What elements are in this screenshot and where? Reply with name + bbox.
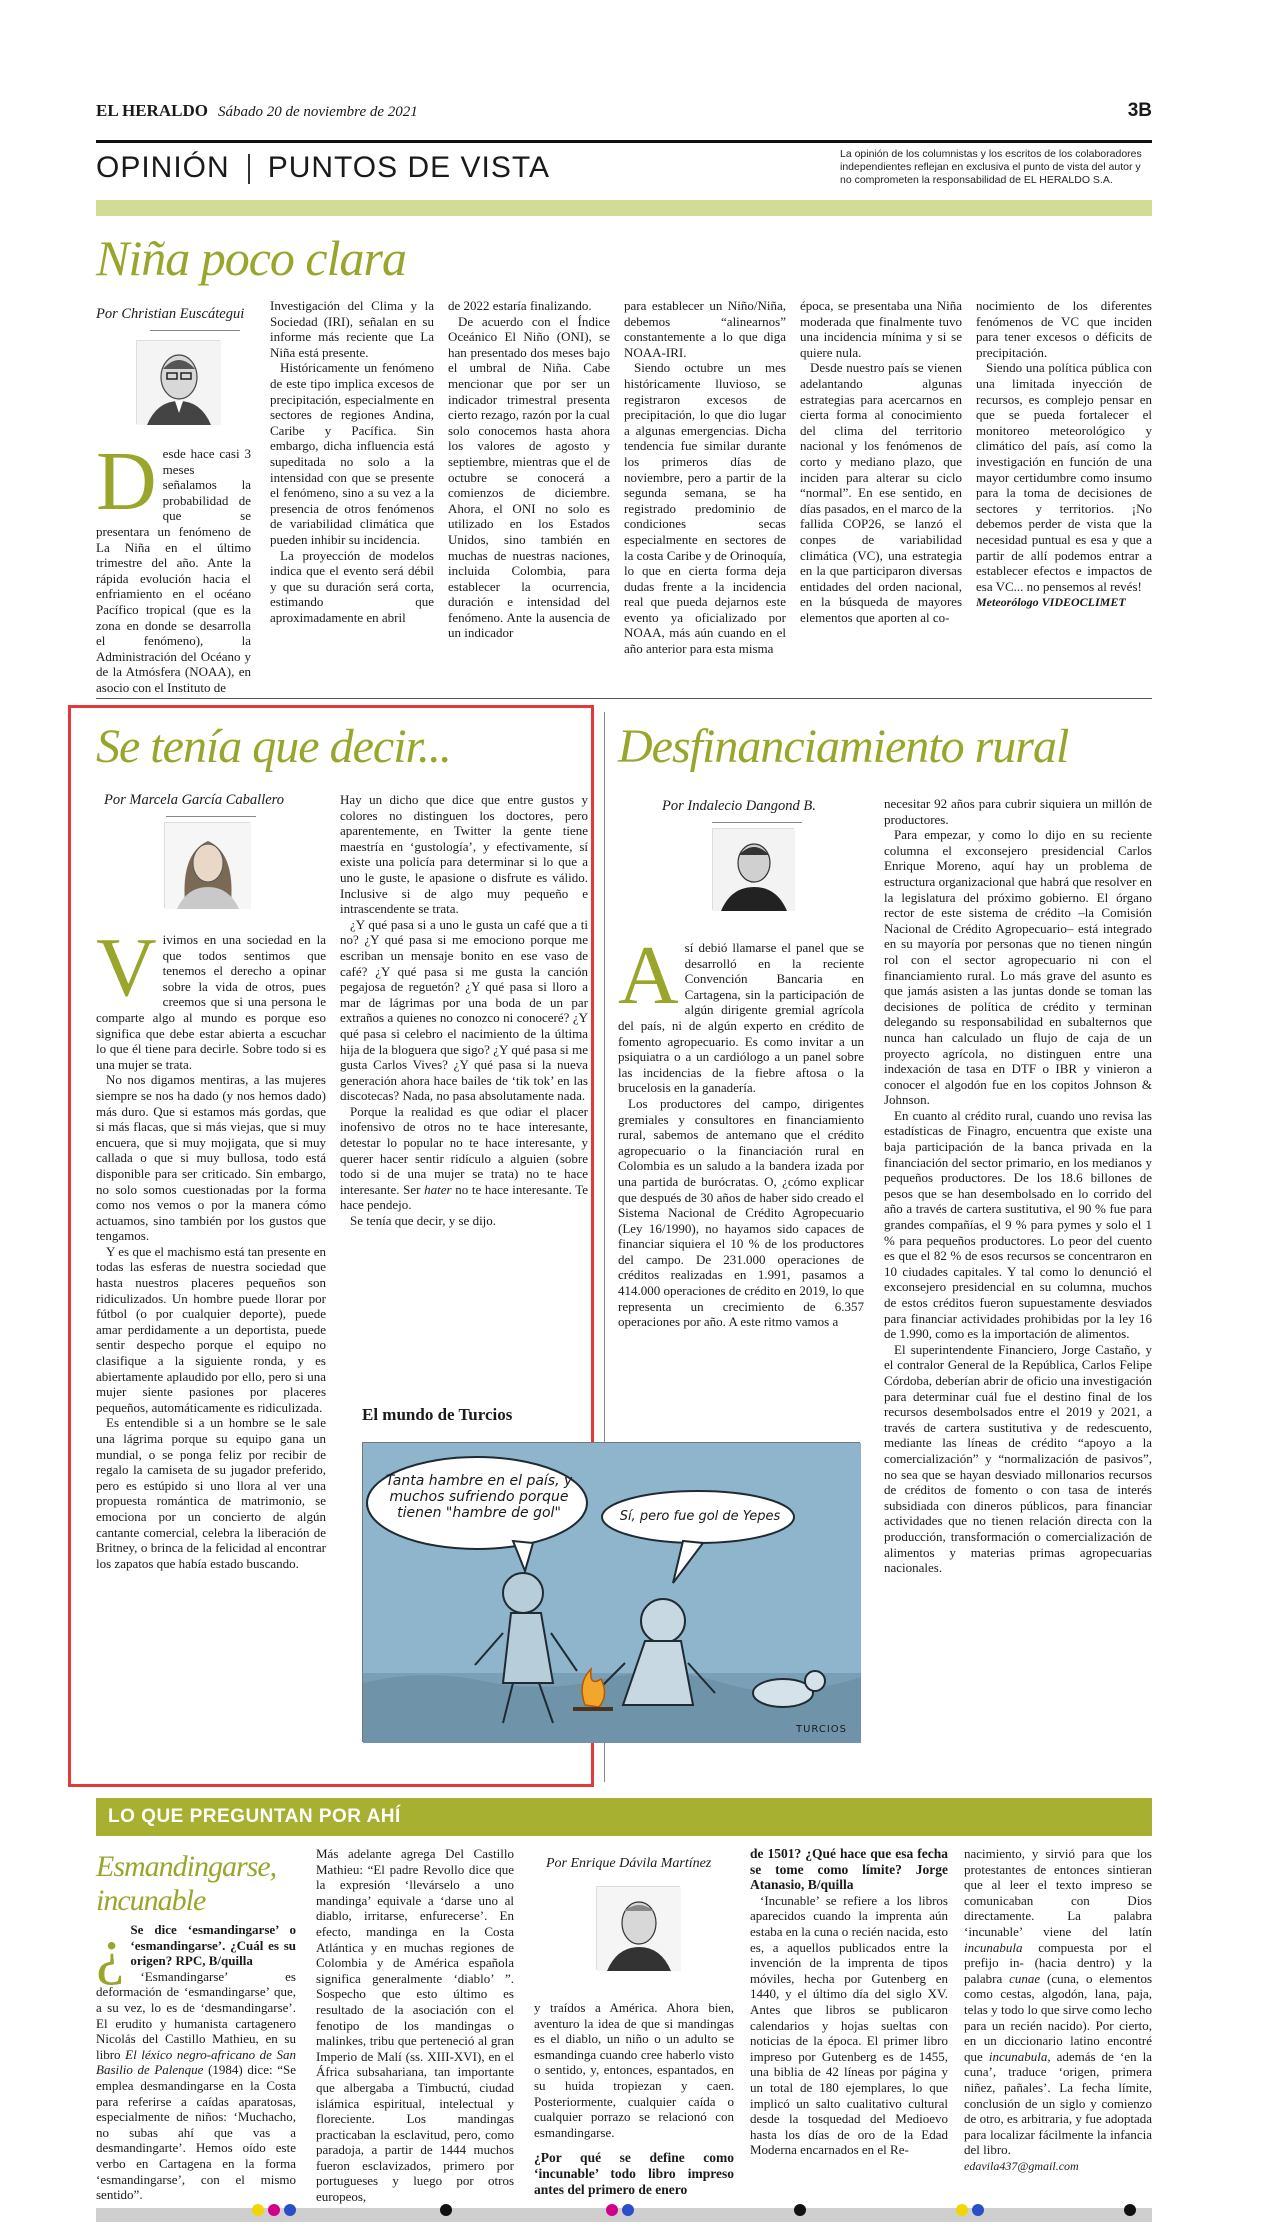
- issue-date: Sábado 20 de noviembre de 2021: [217, 104, 418, 120]
- cartoon: [362, 1442, 860, 1742]
- article1-signature: Meteorólogo VIDEOCLIMET: [976, 595, 1126, 610]
- registration-mark: [268, 2204, 280, 2216]
- article1-paragraph: Desde nuestro país se vienen adelantando algunas estrategias para acercarnos en cierta forma al conocimiento del clima del territorio nacional y los fenómenos de corto y mediano plazo, que inciden para alterar su ciclo “normal”. En ese sentido, en días pasados, en el marco de la fallida COP26, se lanzó el conpes de variabilidad climática (VC), una estrategia en la que participaron diversas entidades del orden nacional, en la búsqueda de mayores elementos que aporten al co-: [800, 360, 962, 625]
- lqp-section-title: LO QUE PREGUNTAN POR AHÍ: [108, 1806, 401, 1827]
- article2-text: no te hace interesante. Te hace pendejo.: [340, 1181, 589, 1213]
- article1-dropcap: D: [96, 435, 157, 528]
- article1-paragraph: nocimiento de los diferentes fenómenos de VC que inciden para tener excesos o déficits de precipitación.: [976, 298, 1152, 360]
- registration-mark: [794, 2204, 806, 2216]
- lqp-text: , además de ‘en la cuna’, traduce ‘origen, primera niñez, pañales’. La fecha límite, conclusión de un siglo y comienzo de otro, es arbitraria, y fue adoptada para localizar fácilmente la infancia del libro.: [964, 2048, 1152, 2158]
- lqp-paragraph: ‘Incunable’ se refiere a los libros aparecidos cuando la imprenta aún estaba en la cuna o recién nacida, esto es, a aquellos publicados entre la invención de la imprenta de tipos móviles, hecha por Gutenberg en 1440, y el último día del siglo XV. Antes que libros se publicaron calendarios y hojas sueltas con noticias de la época. El primer libro impreso por Gutenberg es de 1455, una biblia de 42 líneas por página y un total de 180 ejemplares, lo que implicó un salto cualitativo cultural desde la tosquedad del Medioevo hasta los días de oro de la Edad Moderna encarnados en el Re-: [750, 1892, 948, 2158]
- article3-byline: Por Indalecio Dangond B.: [662, 798, 816, 814]
- registration-mark: [622, 2204, 634, 2216]
- registration-mark: [1124, 2204, 1136, 2216]
- article2-paragraph: Es entendible si a un hombre se le sale una lágrima porque su equipo gana un mundial, o se ponga feliz por recibir de regalo la camiseta de su jugador preferido, pero es estúpido si uno llora al ver una propuesta romántica de matrimonio, se emociona por un concierto de algún cantante comercial, celebra la liberación de Britney, o brinca de la felicidad al encontrar los zapatos que había estado buscando.: [96, 1415, 326, 1571]
- lqp-signature: edavila437@gmail.com: [964, 2158, 1079, 2173]
- article3-column-2: [884, 796, 1152, 1772]
- cartoon-bubble-2: Sí, pero fue gol de Yepes: [619, 1509, 781, 1524]
- article1-paragraph: de 2022 estaría finalizando.: [448, 298, 592, 313]
- article3-paragraph: El superintendente Financiero, Jorge Castaño, y el contralor General de la República, Carlos Felipe Córdoba, deberían abrir de oficio una investigación para determinar cuál fue el destino final de los recursos desembolsados entre el 2019 y 2021, a través de cartera sustitutiva y de redescuento, mediante las líneas de crédito “apoyo a la comercialización” y “normalización de pasivos”, no sea que se hayan desviado millonarios recursos de créditos de fomento o con tasa de interés subsidiada con dineros públicos, para financiar actividades que no tienen relación directa con la producción, transformación o comercialización de alimentos y materias primas agropecuarias nacionales.: [884, 1341, 1152, 1576]
- lqp-text: ‘Esmandingarse’ es deformación de ‘esmandingarse’ que, a su vez, lo es de ‘desmandingarse’. El erudito y humanista cartagenero Nicolás del Castillo Mathieu, en su libro: [96, 1968, 296, 2062]
- lqp-column-3: [534, 2000, 734, 2204]
- article2-column-2: [340, 792, 588, 1392]
- author-portrait-icon: [137, 341, 221, 425]
- lqp-byline: Por Enrique Dávila Martínez: [546, 1856, 712, 1871]
- section-disclaimer: La opinión de los columnistas y los escritos de los colaboradores independientes reflejan en exclusiva el punto de vista del autor y no comprometen la responsabilidad de EL HERALDO S.A.: [840, 148, 1142, 186]
- article1-column-1: [96, 435, 251, 695]
- page-number: 3B: [1127, 100, 1152, 121]
- masthead: [96, 100, 1152, 126]
- lqp-section-bar: [96, 1798, 1152, 1836]
- article1-paragraph: Siendo una política pública con una limitada inyección de recursos, es complejo pensar en que se pueda fortalecer el monitoreo meteorológico y climático del país, así como la investigación en función de una mayor certidumbre como insumo para la toma de decisiones de sectores y territorios. ¡No debemos perder de vista que la necesidad puntual es esa y que a partir de allí podemos entrar a establecer efectos e impactos de esa VC... no pensemos al revés!: [976, 360, 1152, 594]
- article2-byline-rule: [166, 816, 256, 817]
- article3-byline-rule: [712, 822, 802, 823]
- lqp-text: (1984) dice: “Se emplea desmandingarse en la Costa para referirse a caídas aparatosas, especialmente de niños: ‘Muchacho, no subas ahí que vas a desmandingarte’. Hemos oído este verbo en Cartagena en la forma ‘esmandingarse’, con el mismo sentido”.: [96, 2062, 296, 2203]
- lqp-paragraph: [96, 1969, 296, 2203]
- article3-dropcap: A: [618, 929, 679, 1022]
- lqp-headline: [96, 1850, 276, 1918]
- lqp-column-4: [750, 1846, 948, 2204]
- article2-text: Porque la realidad es que odiar el placer inofensivo de otros no te hace interesante, detestar lo popular no te hace interesante, y querer hacer sentir ridículo a alguien (sobre todo si de una mujer se trata) no te hace interesante. Ser: [340, 1103, 588, 1197]
- article2-paragraph: No nos digamos mentiras, a las mujeres siempre se nos ha dado (y nos hemos dado) más duro. Que si estamos más gordas, que si más flacas, que si más viejas, que si muy encuera, que si muy mojigata, que si muy callada o que si muy bullosa, todo está disponible para ser criticado. Sin embargo, no solo somos cuestionadas por la forma como nos vemos o por la manera cómo actuamos, sino también por los gustos que tengamos.: [96, 1072, 326, 1244]
- article2-column-1: [96, 921, 326, 1738]
- article1-paragraph: época, se presentaba una Niña moderada que finalmente tuvo una incidencia mínima y si se quiere nula.: [800, 298, 962, 360]
- cartoon-signature: TURCIOS: [795, 1724, 847, 1735]
- article1-column-5: [800, 298, 962, 682]
- article1-author-portrait: [136, 340, 220, 424]
- lqp-headline-line-1: Esmandingarse,: [96, 1850, 277, 1883]
- article1-column-4: [624, 298, 786, 682]
- article2-headline: Se tenía que decir...: [96, 720, 451, 773]
- lqp-author-portrait: [596, 1886, 680, 1970]
- cartoon-title: El mundo de Turcios: [362, 1405, 513, 1424]
- article2-italic-word: hater: [424, 1181, 452, 1197]
- registration-mark: [284, 2204, 296, 2216]
- article3-author-portrait: [712, 828, 794, 910]
- article2-paragraph: ¿Y qué pasa si a uno le gusta un café que a ti no? ¿Y qué pasa si me emociono porque me escriban un mensaje bonito en ese vaso de café? ¿Y qué pasa si me gusta la canción pegajosa de reguetón? ¿Y qué pasa si lloro a mar de lágrimas por una boda de un par extraños a quienes no conozco ni conoceré? ¿Y qué pasa si celebro el nacimiento de la última hija de la bloguera que sigo? ¿Y qué pasa si me gusta Carlos Vives? ¿Y qué pasa si la nueva generación ahora hace bailes de ‘tik tok’ en las discotecas? Nada, no pasa absolutamente nada.: [340, 916, 588, 1104]
- article3-column-1: [618, 929, 864, 1344]
- lqp-text: (cuna, o elementos como cestas, algodón, lana, paja, telas y todo lo que sirve como lecho para un recién nacido). Por cierto, en un diccionario latino encontré que: [964, 1970, 1153, 2064]
- registration-mark: [956, 2204, 968, 2216]
- lqp-italic-word: incunabula: [964, 1939, 1023, 1955]
- section-header: [96, 140, 1152, 192]
- lqp-headline-line-2: incunable: [96, 1884, 206, 1917]
- lqp-question-1: Se dice ‘esmandingarse’ o ‘esmandingarse’. ¿Cuál es su origen? RPC, B/quilla: [130, 1922, 296, 1969]
- lqp-italic-word: incunabula: [988, 2048, 1048, 2064]
- article1-paragraph: Históricamente un fenómeno de este tipo implica excesos de precipitación, especialmente en sectores de regiones Andina, Caribe y Pacífica. Sin embargo, dicha influencia está supeditada no solo a la intensidad con que se presente el fenómeno, sino a su vez a la presencia de otros fenómenos de variabilidad climática que pueden inhibir su incidencia.: [270, 360, 434, 547]
- article1-paragraph: De acuerdo con el Índice Oceánico El Niño (ONI), se han presentado dos meses bajo el umbral de Niña. Cabe mencionar que por ser un indicador trimestral presenta cierto rezago, razón por la cual solo conocemos hasta ahora los valores de agosto y septiembre, mientras que el de octubre se conocerá a comienzos de diciembre. Ahora, el ONI no solo es utilizado en los Estados Unidos, sino también en muchas de nuestras naciones, incluida Colombia, para establecer la ocurrencia, duración e intensidad del fenómeno. Ante la ausencia de un indicador: [448, 313, 610, 641]
- author-portrait-icon: [597, 1887, 681, 1971]
- article2-paragraph: [340, 1104, 588, 1213]
- cartoon-bubble-1: Tanta hambre en el país, y muchos sufriendo porque tienen "hambre de gol": [385, 1473, 573, 1521]
- newspaper-name: EL HERALDO: [96, 101, 208, 120]
- registration-mark: [606, 2204, 618, 2216]
- lqp-paragraph: [964, 1846, 1152, 2158]
- lqp-column-2: [316, 1846, 514, 2204]
- article2-paragraph: Hay un dicho que dice que entre gustos y colores no distinguen los doctores, pero aparentemente, en Twitter la gente tiene maestría en ‘gustología’, y efectivamente, sí existe una policía para determinar si lo que a uno le guste, le apasione o disfrute es válido. Inclusive si de algo muy pequeño e intrascendente se trata.: [340, 792, 588, 917]
- section-subname: PUNTOS DE VISTA: [267, 150, 550, 184]
- lqp-text: compuesta por el prefijo in- (hacia dentro) y la palabra: [964, 1939, 1152, 1986]
- lqp-paragraph: y traídos a América. Ahora bien, aventuro la idea de que si mandingas es el diablo, un niño o un adulto se esmandinga cuando cree haberlo visto o sentido, y, entonces, espantados, en su huida tropiezan y caen. Posteriormente, cualquier caída o cualquier porrazo se relacionó con esmandingarse.: [534, 2000, 734, 2140]
- article2-paragraph: ivimos en una sociedad en la que todos sentimos que tenemos el derecho a opinar sobre la vida de otros, pues creemos que si una persona le comparte algo al mundo es porque eso significa que debe estar abierta a escuchar lo que él tiene para decirle. Sobre todo si es una mujer se trata.: [96, 932, 326, 1072]
- lqp-text: nacimiento, y sirvió para que los protestantes de entonces sintieran que al leer el texto impreso se comunicaban con Dios directamente. La palabra ‘incunable’ viene del latín: [964, 1846, 1152, 1939]
- article1-byline-rule: [150, 330, 240, 331]
- article2-paragraph: Se tenía que decir, y se dijo.: [350, 1213, 497, 1229]
- lqp-question-2: ¿Por qué se define como ‘incunable’ todo libro impreso antes del primero de enero: [534, 2150, 734, 2197]
- article3-paragraph: En cuanto al crédito rural, cuando uno revisa las estadísticas de Finagro, encuentra que existe una baja participación de la banca privada en la financiación del sector primario, en los medianos y pequeños productores. De los 18.6 billones de pesos que se han desembolsado en lo corrido del año a través de cartera sustitutiva, el 90 % fue para grandes compañías, el 9 % para pymes y solo el 1 % para pequeños productores. Lo peor del cuento es que el 82 % de esos recursos se concentraron en 10 ciudades capitales. Y tal como lo denunció el exconsejero presidencial en su columna, muchos de estos créditos fueron supuestamente desviados para financiar actividades prohibidas por la ley 16 de 1.990, como es la importación de alimentos.: [884, 1107, 1152, 1342]
- article1-paragraph: esde hace casi 3 meses señalamos la probabilidad de que se presentara un fenómeno de La Niña en el último trimestre del año. Ante la rápida evolución hacia el enfriamiento en el océano Pacífico tropical (que es la zona en donde se desarrolla el fenómeno), la Administración del Océano y de la Atmósfera (NOAA), en asocio con el Instituto de: [96, 446, 251, 695]
- section-title: [96, 151, 550, 185]
- registration-mark: [440, 2204, 452, 2216]
- registration-mark: [252, 2204, 264, 2216]
- article2-paragraph: Y es que el machismo está tan presente en todas las esferas de nuestra sociedad que hasta nuestros placeres pequeños son ridiculizados. Un hombre puede llorar por fútbol (o por cualquier deporte), puede amar perdidamente a un deportista, puede sentir despecho porque el equipo no clasifique a la siguiente ronda, y es abiertamente aplaudido por ello, pero si una mujer siente pasiones por placeres pequeños, automáticamente es ridiculizada.: [96, 1243, 326, 1415]
- article1-paragraph: Siendo octubre un mes históricamente lluvioso, se registraron excesos de precipitación, lo que dio lugar a algunas emergencias. Dicha tendencia fue similar durante los primeros días de noviembre, pero a partir de la segunda semana, se ha registrado predominio de condiciones secas especialmente en sectores de la costa Caribe y de Orinoquía, lo que en cierta forma deja dudas frente a la incidencia real que pueda dejarnos este evento ya oficializado por NOAA, más aún cuando en el año anterior para esta misma: [624, 360, 786, 657]
- lqp-paragraph: Más adelante agrega Del Castillo Mathieu: “El padre Revollo dice que la expresión ‘llevárselo a uno mandinga’ equivale a ‘darse uno al diablo, irritarse, enfurecerse’. En efecto, mandinga en la Costa Atlántica y en muchas regiones de Colombia y de América española significa generalmente ‘diablo’ ”. Sospecho que esto último es resultado de la asociación con el fenotipo de los mandingas o malinkes, tribu que perteneció al gran Imperio de Malí (ss. XIII-XVI), en el África subsahariana, tan importante que albergaba a Timbuctú, ciudad islámica espiritual, intelectual y floreciente. Los mandingas practicaban la esclavitud, pero, como paradoja, a partir de 1444 muchos fueron esclavizados, primero por portugueses y luego por otros europeos,: [316, 1846, 514, 2205]
- author-portrait-icon: [713, 829, 795, 911]
- article1-column-3: [448, 298, 610, 682]
- article1-byline: Por Christian Euscátegui: [96, 306, 245, 322]
- article1-bottom-rule: [96, 698, 1152, 699]
- article1-paragraph: para establecer un Niño/Niña, debemos “alinearnos” constantemente a lo que diga NOAA-IRI.: [624, 298, 786, 360]
- article3-paragraph: Para empezar, y como lo dijo en su reciente columna el exconsejero presidencial Carlos Enrique Moreno, aquí hay un problema de estructura organizacional que habrá que resolver en la legislatura del próximo gobierno. El órgano rector de este sistema de crédito –la Comisión Nacional de Crédito Agropecuario– está integrado en su mayoría por personas que no tienen ningún rol con el sector agropecuario ni con el financiamiento rural. Lo más grave del asunto es que jamás asisten a las juntas donde se toman las decisiones de política de crédito y terminan delegando su responsabilidad en subalternos que nunca han calculado un flujo de caja de un proyecto agrícola, no distinguen entre una indexación de tasa en DTF o IBR y vinieron a conocer el algodón fue en los copitos Johnson & Johnson.: [884, 827, 1152, 1108]
- registration-mark: [972, 2204, 984, 2216]
- lqp-italic-title: El léxico negro-africano de San Basilio de Palenque: [96, 2046, 297, 2078]
- article3-paragraph: necesitar 92 años para cubrir siquiera un millón de productores.: [884, 796, 1152, 827]
- article3-paragraph: sí debió llamarse el panel que se desarrolló en la reciente Convención Bancaria en Cartagena, sin la participación de algún dirigente gremial agrícola del país, ni de algún experto en crédito de fomento agropecuario. Es como invitar a un psiquiatra o a un cardiólogo a un panel sobre las incidencias de la fiebre aftosa o la brucelosis en la ganadería.: [618, 940, 864, 1096]
- article3-headline: Desfinanciamiento rural: [618, 720, 1069, 773]
- article1-headline: Niña poco clara: [96, 230, 406, 286]
- section-divider: [248, 154, 250, 184]
- article3-paragraph: Los productores del campo, dirigentes gremiales y consultores en financiamiento rural, sabemos de antemano que el crédito agropecuario o la financiación rural en Colombia es un saludo a la bandera izada por una partida de burócratas. O, ¿cómo explicar que después de 30 años de haber sido creado el Sistema Nacional de Crédito Agropecuario (Ley 16/1990), no hayamos sido capaces de financiar siquiera el 10 % de los productores del campo. De 231.000 operaciones de créditos realizadas en 1.991, pasamos a 414.000 operaciones de crédito en 2019, lo que representa un crecimiento de 6.357 operaciones por año. A este ritmo vamos a: [618, 1095, 864, 1330]
- article2-dropcap: V: [96, 921, 157, 1014]
- article1-column-6: [976, 298, 1152, 682]
- article2-byline: Por Marcela García Caballero: [104, 792, 285, 808]
- article1-column-2: [270, 298, 434, 682]
- lqp-column-5: [964, 1846, 1152, 2204]
- lqp-dropcap: ¿: [96, 1915, 125, 1986]
- lqp-italic-word: cunae: [1009, 1970, 1041, 1986]
- article1-paragraph: La proyección de modelos indica que el evento será débil y que su duración será corta, estimando que aproximadamente en abril: [270, 547, 434, 625]
- article2-author-portrait: [164, 822, 250, 908]
- lqp-question-2-continued: de 1501? ¿Qué hace que esa fecha se tome como límite? Jorge Atanasio, B/quilla: [750, 1846, 948, 1893]
- author-portrait-icon: [165, 823, 251, 909]
- section-name: OPINIÓN: [96, 150, 230, 184]
- section-accent-bar: [96, 200, 1152, 216]
- article1-paragraph: Investigación del Clima y la Sociedad (IRI), señalan en su informe más reciente que La Niña está presente.: [270, 298, 434, 360]
- masthead-left: [96, 101, 418, 121]
- lqp-column-1: [96, 1915, 297, 2204]
